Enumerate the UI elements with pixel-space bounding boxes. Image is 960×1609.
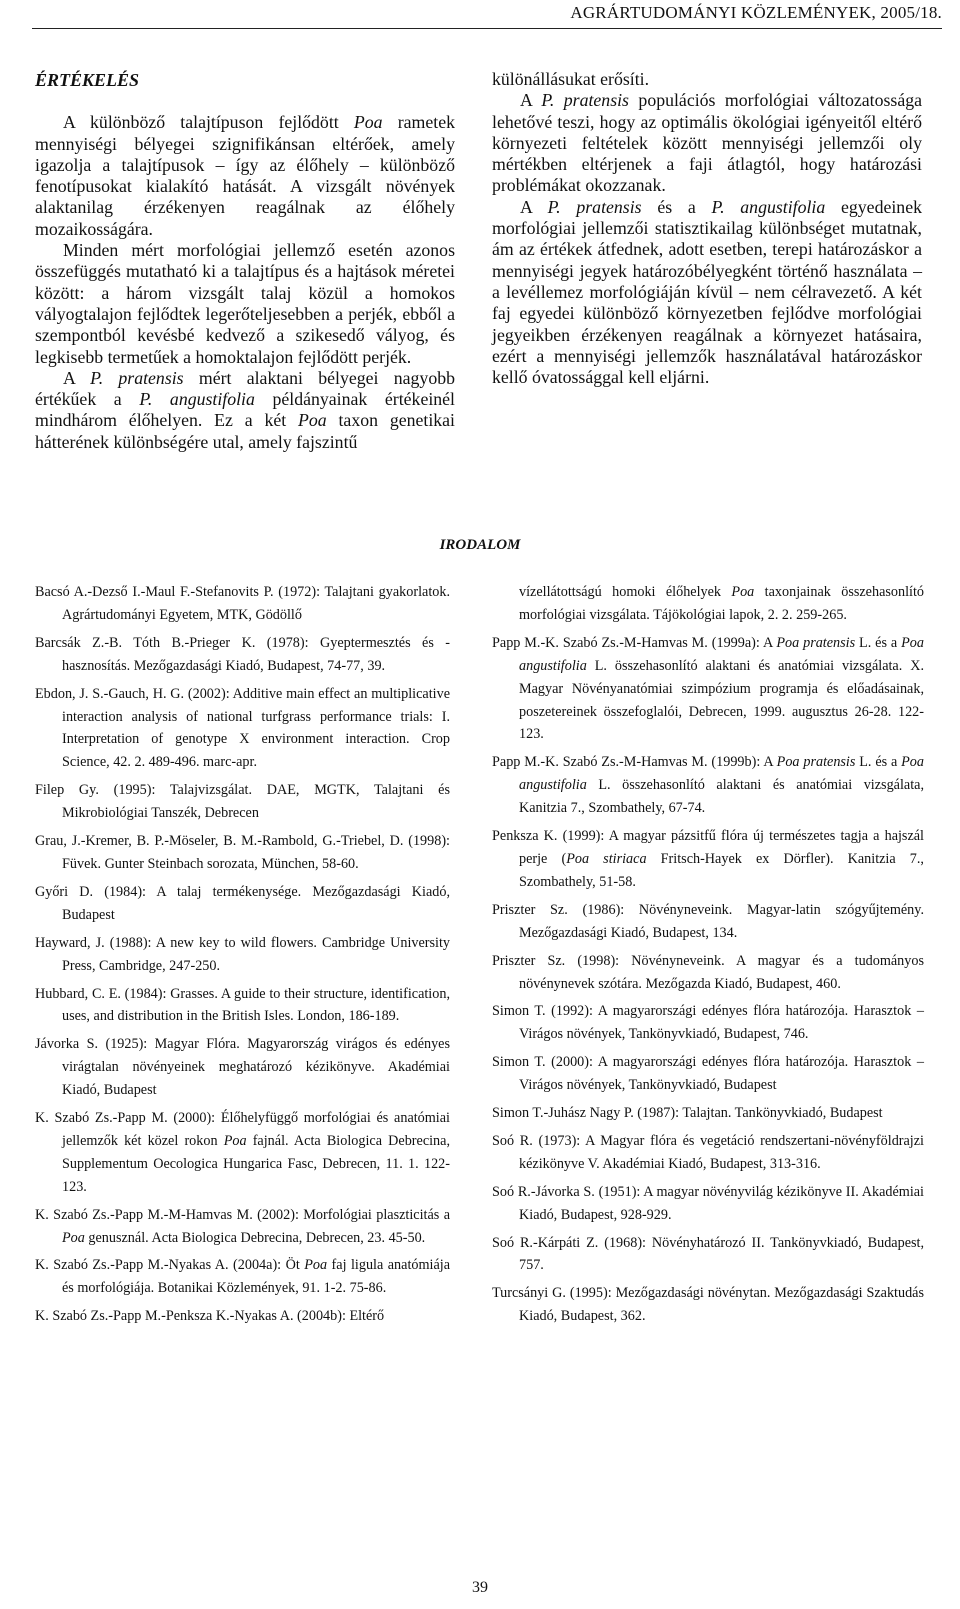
reference-entry <box>492 1232 924 1278</box>
reference-entry <box>35 1033 450 1102</box>
text-span: K. Szabó Zs.-Papp M. (2000): Élőhelyfüggő morfológiai és anatómiai jellemzők két közel rokon <box>35 1110 450 1149</box>
text-span: Soó R.-Jávorka S. (1951): A magyar növényvilág kézikönyve II. Akadémiai Kiadó, Budapest, 928-929. <box>492 1183 924 1223</box>
reference-entry <box>35 1107 450 1199</box>
text-span: Simon T.-Juhász Nagy P. (1987): Talajtan. Tankönyvkiadó, Budapest <box>492 1105 883 1122</box>
reference-entry <box>492 1130 924 1176</box>
text-span: L. és a <box>855 754 902 771</box>
reference-entry <box>492 1102 924 1125</box>
taxon-name: Poa <box>298 410 327 431</box>
text-span: A <box>520 196 548 217</box>
reference-entry <box>35 683 450 775</box>
paragraph <box>35 112 455 240</box>
text-span: L. és a <box>855 634 902 651</box>
reference-entry <box>492 632 924 747</box>
reference-entry <box>492 581 924 627</box>
text-span: Barcsák Z.-B. Tóth B.-Prieger K. (1978): Gyeptermesztés és -hasznosítás. Mezőgazdasági Kiadó, Budapest, 74-77, 39. <box>35 634 450 674</box>
text-span: Priszter Sz. (1998): Növényneveink. A magyar és a tudományos növénynevek szótára. Mezőgazda Kiadó, Budapest, 460. <box>492 952 924 992</box>
paragraph <box>35 368 455 453</box>
reference-entry <box>35 881 450 927</box>
running-header: AGRÁRTUDOMÁNYI KÖZLEMÉNYEK, 2005/18. <box>570 3 942 22</box>
header-rule <box>32 28 942 29</box>
text-span: taxon genetikai hátterének különbségére utal, amely fajszintű <box>35 410 455 452</box>
paragraph: Minden mért morfológiai jellemző esetén azonos összefüggés mutatható ki a talajtípus és a hajtások méretei között: a három vizsgált talaj közül a homokos vályogtalajon fejlődtek legerőteljesebben a perjék, ebből a szempontból kevésbé kedvező a szikesedő vályog, és legkisebb termetűek a homoktalajon fejlődött perjék. <box>35 240 455 367</box>
taxon-name: Poa angustifolia <box>519 634 924 674</box>
text-span: K. Szabó Zs.-Papp M.-Penksza K.-Nyakas A. (2004b): Eltérő <box>35 1308 385 1325</box>
text-span: vízellátottságú homoki élőhelyek <box>519 584 732 600</box>
reference-entry <box>35 932 450 978</box>
taxon-name: P. pratensis <box>90 367 184 388</box>
text-span: A <box>520 90 542 111</box>
taxon-name: P. pratensis <box>541 90 629 111</box>
reference-entry <box>492 1282 924 1328</box>
text-span: Papp M.-K. Szabó Zs.-M-Hamvas M. (1999b): A <box>492 754 777 771</box>
taxon-name: Poa <box>223 1132 247 1149</box>
taxon-name: Poa stiriaca <box>566 850 647 867</box>
text-span: Jávorka S. (1925): Magyar Flóra. Magyarország virágos és edényes virágtalan növényeinek meghatározó kézikönyve. Akadémiai Kiadó, Budapest <box>35 1036 450 1099</box>
reference-entry <box>35 581 450 627</box>
taxon-name: Poa pratensis <box>776 754 856 771</box>
taxon-name: Poa <box>62 1229 85 1246</box>
reference-entry <box>492 950 924 996</box>
taxon-name: Poa <box>353 112 383 133</box>
reference-entry <box>35 779 450 825</box>
right-text-column <box>492 69 922 388</box>
reference-entry <box>492 1181 924 1227</box>
text-span: példányainak értékeinél mindhárom élőhelyen. Ez a két <box>35 389 455 431</box>
text-span: Simon T. (1992): A magyarországi edényes flóra határozója. Harasztok – Virágos növények, Tankönyvkiadó, Budapest, 746. <box>492 1003 924 1043</box>
text-span: genusznál. Acta Biologica Debrecina, Debrecen, 23. 45-50. <box>84 1229 426 1246</box>
taxon-name: Poa <box>731 584 755 600</box>
reference-entry <box>35 1204 450 1250</box>
text-span: Turcsányi G. (1995): Mezőgazdasági növénytan. Mezőgazdasági Szaktudás Kiadó, Budapest, 362. <box>492 1285 924 1325</box>
text-span: rametek mennyiségi bélyegei szignifikánsan eltérőek, amely igazolja a talajtípusok – így az élőhely – különböző fenotípusokat kialakító hatását. A vizsgált növények alaktanilag érzékenyen reagálnak az élőhely mozaikosságára. <box>35 112 455 239</box>
references-right-column <box>492 581 924 1333</box>
text-span: Priszter Sz. (1986): Növényneveink. Magyar-latin szógyűjtemény. Mezőgazdasági Kiadó, Budapest, 134. <box>492 901 924 941</box>
paragraph <box>492 90 922 196</box>
reference-entry <box>492 899 924 945</box>
text-span: Filep Gy. (1995): Talajvizsgálat. DAE, MGTK, Talajtani és Mikrobiológiai Tanszék, Debrecen <box>35 782 450 822</box>
reference-entry <box>35 632 450 678</box>
text-span: K. Szabó Zs.-Papp M.-M-Hamvas M. (2002): Morfológiai plaszticitás a <box>35 1206 450 1223</box>
reference-entry <box>492 1051 924 1097</box>
taxon-name: Poa <box>304 1257 328 1274</box>
reference-entry <box>492 825 924 894</box>
references-title: IRODALOM <box>439 537 521 553</box>
reference-entry <box>492 1000 924 1046</box>
text-span: L. összehasonlító alaktani és anatómiai vizsgálata. X. Magyar Növényanatómiai szimpózium programja és előadásainak, poszetereinek összefoglalói, Debrecen, 1999. augusztus 26-28. 122-123. <box>519 657 924 743</box>
text-span: Ebdon, J. S.-Gauch, H. G. (2002): Additive main effect an multiplicative interaction analysis of national turfgrass performance trials: I. Interpretation of genotype X environment interaction. Crop Science, 42. 2. 489-496. marc-apr. <box>35 685 450 771</box>
text-span: taxonjainak összehasonlító morfológiai vizsgálata. Tájökológiai lapok, 2. 2. 259-265. <box>519 584 924 623</box>
text-span: Papp M.-K. Szabó Zs.-M-Hamvas M. (1999a): A <box>492 634 777 651</box>
section-title: ÉRTÉKELÉS <box>35 70 140 90</box>
text-span: Fritsch-Hayek ex Dörfler). Kanitzia 7., Szombathely, 51-58. <box>519 850 924 890</box>
text-span: Penksza K. (1999): A magyar pázsitfű flóra új természetes tagja a hajszál perje ( <box>492 828 924 867</box>
reference-entry <box>35 1254 450 1300</box>
text-span: Győri D. (1984): A talaj termékenysége. Mezőgazdasági Kiadó, Budapest <box>35 883 450 923</box>
taxon-name: Poa angustifolia <box>519 754 924 794</box>
taxon-name: P. pratensis <box>547 196 642 217</box>
text-span: A <box>63 367 91 388</box>
reference-entry <box>35 1305 450 1328</box>
reference-entry <box>35 830 450 876</box>
reference-entry <box>492 751 924 820</box>
text-span: L. összehasonlító alaktani és anatómiai vizsgálata, Kanitzia 7., Szombathely, 67-74. <box>519 777 924 817</box>
taxon-name: P. angustifolia <box>139 389 255 410</box>
text-span: Grau, J.-Kremer, B. P.-Möseler, B. M.-Rambold, G.-Triebel, D. (1998): Füvek. Gunter Steinbach sorozata, München, 58-60. <box>35 833 450 872</box>
text-span: Bacsó A.-Dezső I.-Maul F.-Stefanovits P. (1972): Talajtani gyakorlatok. Agrártudományi Egyetem, MTK, Gödöllő <box>35 584 450 623</box>
text-span: populációs morfológiai változatossága lehetővé teszi, hogy az optimális ökológiai igényeitől eltérő környezeti feltételek között mennyiségi jellemzői oly mértékben eltérjenek a faji átlagtól, hogy határozási problémákat okozzanak. <box>492 90 922 196</box>
reference-entry <box>35 983 450 1029</box>
paragraph: különállásukat erősíti. <box>492 69 650 89</box>
taxon-name: Poa pratensis <box>776 634 856 651</box>
text-span: Hubbard, C. E. (1984): Grasses. A guide to their structure, identification, uses, and distribution in the British Isles. London, 186-189. <box>35 985 450 1025</box>
text-span: fajnál. Acta Biologica Debrecina, Supplementum Oecologica Hungarica Fasc, Debrecen, 11. 1. 122-123. <box>62 1132 450 1195</box>
taxon-name: P. angustifolia <box>711 196 826 217</box>
page-number: 39 <box>472 1579 488 1596</box>
left-text-column <box>35 70 455 453</box>
paragraph <box>492 197 922 389</box>
text-span: Soó R.-Kárpáti Z. (1968): Növényhatározó II. Tankönyvkiadó, Budapest, 757. <box>492 1234 924 1274</box>
text-span: K. Szabó Zs.-Papp M.-Nyakas A. (2004a): Öt <box>35 1257 305 1274</box>
text-span: Soó R. (1973): A Magyar flóra és vegetáció rendszertani-növényföldrajzi kézikönyve V. Akadémiai Kiadó, Budapest, 313-316. <box>492 1132 924 1172</box>
text-span: Hayward, J. (1988): A new key to wild flowers. Cambridge University Press, Cambridge, 247-250. <box>35 934 450 974</box>
text-span: A különböző talajtípuson fejlődött <box>63 112 354 133</box>
text-span: mért alaktani bélyegei nagyobb értékűek a <box>35 367 455 410</box>
references-left-column <box>35 581 450 1333</box>
text-span: faj ligula anatómiája és morfológiája. Botanikai Közlemények, 91. 1-2. 75-86. <box>62 1257 450 1297</box>
text-span: Simon T. (2000): A magyarországi edényes flóra határozója. Harasztok – Virágos növények, Tankönyvkiadó, Budapest <box>492 1054 924 1094</box>
text-span: és a <box>641 196 712 217</box>
text-span: egyedeinek morfológiai jellemzői statisztikailag különbséget mutatnak, ám az értékek átfednek, adott esetben, terepi határozáskor a mennyiségi jegyek határozóbélyegként történő használata – a levéllemez morfológiáján kívül – nem célravezető. A két faj egyedei különböző környezetben fejlődve morfológiai jegyeikben érzékenyen reagálnak a környezet hatásaira, ezért a mennyiségi jellemzők használatával határozáskor kellő óvatossággal kell eljárni. <box>492 196 922 388</box>
